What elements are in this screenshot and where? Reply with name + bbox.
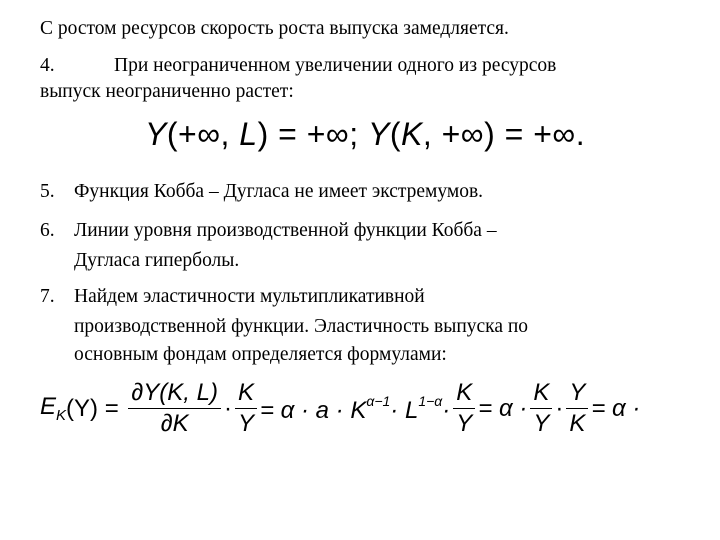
text-line-1: С ростом ресурсов скорость роста выпуска замедляется. (40, 18, 509, 39)
elasticity-lhs-arg: (Y) = (66, 394, 119, 422)
formula-1-part5: Y (367, 116, 390, 152)
fraction-y-over-k: $\frac{Y}{K}$ (566, 378, 588, 439)
formula-1-part3: L (239, 116, 258, 152)
item-4-number: 4. (40, 55, 55, 76)
fraction-partial-derivative: $\frac{\partial Y(K, L)}{\partial K}$ (128, 378, 221, 439)
formula-1-part8: , +∞) = +∞. (422, 116, 586, 152)
dot-4: · (555, 394, 564, 422)
item-6-line-2: Дугласа гиперболы. (74, 250, 240, 271)
item-7-line-2: производственной функции. Эластичность выпуска по (74, 316, 529, 337)
item-6-number: 6. (40, 220, 55, 241)
item-7-number: 7. (40, 286, 55, 307)
formula-1-part4: ) = +∞; (257, 116, 368, 152)
fraction-k-over-y-3: $\frac{K}{Y}$ (530, 378, 552, 439)
formula-limits (145, 116, 585, 153)
formula-2-middle: = $\alpha \cdot a \cdot K^{\alpha-1}\cdot L^{1-\alpha}\cdot$ (259, 392, 451, 424)
dot-1: · (223, 394, 232, 422)
item-4-line-2: выпуск неограниченно растет: (40, 81, 294, 102)
item-5-number: 5. (40, 181, 55, 202)
formula-1-part2: (+∞, (166, 116, 240, 152)
formula-2-end: = α · (591, 394, 641, 422)
fraction-k-over-y-1: $\frac{K}{Y}$ (235, 378, 257, 439)
formula-1-part7: K (400, 116, 423, 152)
elasticity-symbol: $E_K$ (40, 393, 67, 424)
item-5-text: Функция Кобба – Дугласа не имеет экстремумов. (74, 181, 484, 202)
formula-1-part6: ( (389, 116, 401, 152)
fraction-k-over-y-2: $\frac{K}{Y}$ (453, 378, 475, 439)
formula-1-part1: Y (145, 116, 167, 152)
formula-2-eq2: = α · (478, 394, 528, 422)
item-4-line-1: При неограниченном увеличении одного из ресурсов (114, 55, 557, 76)
formula-elasticity (40, 378, 710, 458)
item-7-line-3: основным фондам определяется формулами: (74, 344, 447, 365)
item-7-line-1: Найдем эластичности мультипликативной (74, 286, 425, 307)
item-6-line-1: Линии уровня производственной функции Кобба – (74, 220, 497, 241)
